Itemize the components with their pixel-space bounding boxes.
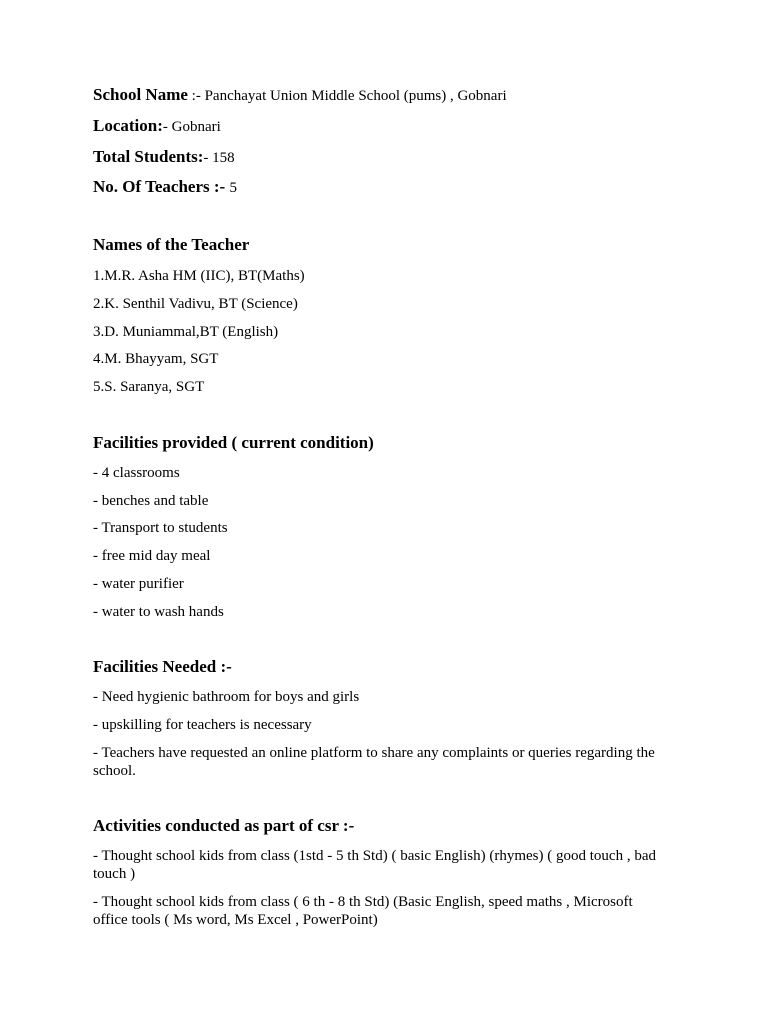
facilities-provided-heading: Facilities provided ( current condition) — [93, 433, 374, 452]
teachers-count-label: No. Of Teachers :- — [93, 177, 230, 196]
teacher-item: 5.S. Saranya, SGT — [93, 379, 205, 395]
facility-needed-item: - Need hygienic bathroom for boys and girls — [93, 689, 360, 705]
total-students-line — [93, 147, 235, 168]
facility-provided-item: - water to wash hands — [93, 604, 224, 620]
school-name-separator: :- — [187, 88, 205, 104]
facility-provided-item: - 4 classrooms — [93, 465, 180, 481]
teachers-heading: Names of the Teacher — [93, 235, 250, 254]
activity-item: - Thought school kids from class (1std - 5 th Std) ( basic English) (rhymes) ( good touch , bad touch ) — [93, 848, 656, 882]
facility-provided-item: - Transport to students — [93, 520, 228, 536]
activity-item: - Thought school kids from class ( 6 th - 8 th Std) (Basic English, speed maths , Microsoft office tools ( Ms word, Ms Excel , PowerPoint) — [93, 894, 633, 928]
total-students-value: 158 — [212, 150, 235, 166]
facility-provided-item: - benches and table — [93, 493, 209, 509]
location-value: Gobnari — [171, 119, 221, 135]
school-name-line — [93, 85, 507, 106]
facility-needed-item: - Teachers have requested an online platform to share any complaints or queries regarding the school. — [93, 745, 655, 779]
facility-needed-item: - upskilling for teachers is necessary — [93, 717, 312, 733]
teacher-item: 4.M. Bhayyam, SGT — [93, 351, 219, 367]
location-separator: - — [162, 119, 172, 135]
school-name-value: Panchayat Union Middle School (pums) , Gobnari — [204, 88, 507, 104]
location-line — [93, 116, 221, 137]
teacher-item: 2.K. Senthil Vadivu, BT (Science) — [93, 296, 298, 312]
school-name-label: School Name — [93, 85, 188, 104]
teacher-item: 3.D. Muniammal,BT (English) — [93, 324, 279, 340]
activities-heading: Activities conducted as part of csr :- — [93, 816, 355, 835]
facilities-needed-heading: Facilities Needed :- — [93, 657, 232, 676]
total-students-separator: - — [203, 150, 213, 166]
teachers-count-line — [93, 177, 237, 198]
facility-provided-item: - water purifier — [93, 576, 184, 592]
total-students-label: Total Students: — [93, 147, 204, 166]
location-label: Location: — [93, 116, 163, 135]
teacher-item: 1.M.R. Asha HM (IIC), BT(Maths) — [93, 268, 305, 284]
facility-provided-item: - free mid day meal — [93, 548, 211, 564]
teachers-count-value: 5 — [229, 180, 237, 196]
